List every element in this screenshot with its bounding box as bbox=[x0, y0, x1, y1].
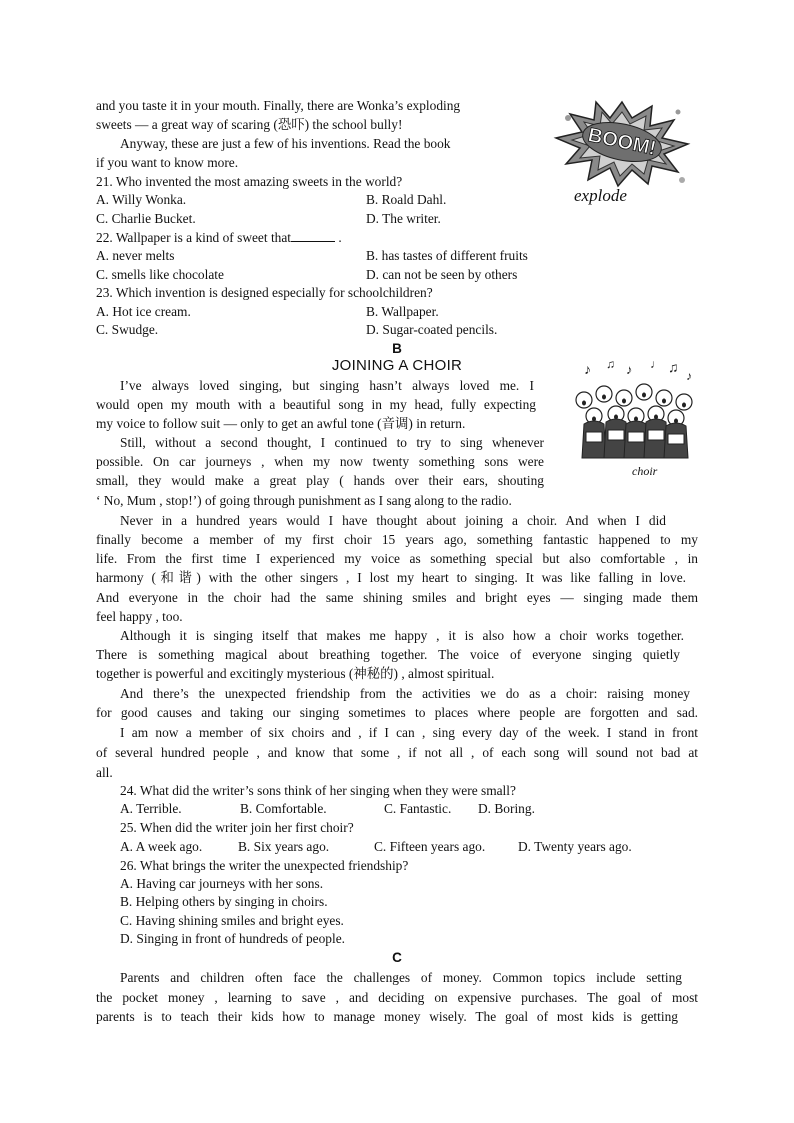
answer-option: D. Sugar-coated pencils. bbox=[366, 322, 498, 337]
answer-option: A. Willy Wonka. bbox=[96, 192, 187, 207]
answer-blank bbox=[291, 229, 335, 242]
passage-line: all. bbox=[96, 765, 113, 780]
answer-option: B. Roald Dahl. bbox=[366, 192, 447, 207]
question-stem: 26. What brings the writer the unexpected friendship? bbox=[120, 858, 409, 873]
answer-option: C. Fifteen years ago. bbox=[374, 839, 486, 854]
passage-line: harmony (和谐) with the other singers , I lost my heart to singing. It was like falling in love. bbox=[96, 570, 686, 585]
answer-option: D. The writer. bbox=[366, 211, 441, 226]
answer-option: C. Charlie Bucket. bbox=[96, 211, 196, 226]
passage-line: ‘ No, Mum , stop!’) of going through punishment as I sang along to the radio. bbox=[96, 493, 512, 508]
answer-option: D. can not be seen by others bbox=[366, 267, 518, 282]
svg-text:♫: ♫ bbox=[606, 358, 615, 371]
answer-option: D. Singing in front of hundreds of people. bbox=[120, 931, 346, 946]
choir-icon bbox=[570, 358, 698, 462]
image-caption: choir bbox=[632, 464, 658, 478]
answer-option: B. has tastes of different fruits bbox=[366, 248, 528, 263]
boom-word: BOOM! bbox=[586, 124, 658, 160]
stem-end: . bbox=[338, 230, 342, 245]
passage-line: the pocket money , learning to save , and deciding on expensive purchases. The goal of most bbox=[96, 990, 698, 1005]
section-letter: B bbox=[392, 341, 402, 356]
answer-option: D. Boring. bbox=[478, 801, 535, 816]
passage-line: for good causes and taking our singing sometimes to places where people are forgotten and sad. bbox=[96, 705, 698, 720]
answer-option: B. Helping others by singing in choirs. bbox=[120, 894, 328, 909]
passage-line: parents is to teach their kids how to manage money wisely. The goal of most kids is getting bbox=[96, 1009, 678, 1024]
passage-line: together is powerful and excitingly mysterious (神秘的) , almost spiritual. bbox=[96, 666, 495, 681]
answer-option: A. Having car journeys with her sons. bbox=[120, 876, 324, 891]
passage-line: I am now a member of six choirs and , if I can , sing every day of the week. I stand in front bbox=[120, 725, 698, 740]
svg-text:♪: ♪ bbox=[626, 362, 633, 377]
passage-line: possible. On car journeys , when my now twenty something sons were bbox=[96, 454, 544, 469]
passage-line: There is something magical about breathing together. The voice of everyone singing quietly bbox=[96, 647, 680, 662]
passage-line: sweets — a great way of scaring (恐吓) the school bully! bbox=[96, 117, 403, 132]
section-title: JOINING A CHOIR bbox=[331, 357, 463, 374]
passage-line: small, they would make a great play ( hands over their ears, shouting bbox=[96, 473, 544, 488]
question-stem: 23. Which invention is designed especially for schoolchildren? bbox=[96, 285, 433, 300]
answer-option: B. Six years ago. bbox=[238, 839, 330, 854]
question-stem: 25. When did the writer join her first choir? bbox=[120, 820, 354, 835]
answer-option: C. Swudge. bbox=[96, 322, 159, 337]
passage-line: would open my mouth with a beautiful song in my head, fully expecting bbox=[96, 397, 536, 412]
svg-text:♩: ♩ bbox=[650, 358, 662, 371]
choir-illustration bbox=[570, 358, 698, 480]
question-stem: 24. What did the writer’s sons think of her singing when they were small? bbox=[120, 783, 516, 798]
answer-option: A. never melts bbox=[96, 248, 175, 263]
answer-option: D. Twenty years ago. bbox=[518, 839, 632, 854]
passage-line: if you want to know more. bbox=[96, 155, 239, 170]
answer-option: A. Hot ice cream. bbox=[96, 304, 191, 319]
svg-text:♫: ♫ bbox=[668, 361, 679, 376]
answer-option: C. Having shining smiles and bright eyes. bbox=[120, 913, 344, 928]
image-caption: explode bbox=[574, 186, 627, 205]
passage-line: And everyone in the choir had the same shining smiles and bright eyes — singing made them bbox=[96, 590, 698, 605]
passage-line: Anyway, these are just a few of his inventions. Read the book bbox=[120, 136, 451, 151]
svg-text:♪: ♪ bbox=[686, 369, 692, 383]
answer-option: C. Fantastic. bbox=[384, 801, 452, 816]
svg-text:♪: ♪ bbox=[584, 363, 591, 378]
passage-line: my voice to follow suit — only to get an awful tone (音调) in return. bbox=[96, 416, 466, 431]
answer-option: B. Comfortable. bbox=[240, 801, 327, 816]
passage-line: Never in a hundred years would I have thought about joining a choir. And when I did bbox=[120, 513, 666, 528]
passage-line: Parents and children often face the challenges of money. Common topics include setting bbox=[120, 970, 682, 985]
passage-line: feel happy , too. bbox=[96, 609, 183, 624]
passage-line: of several hundred people , and know that some , if not all , of each song will sound not bad at bbox=[96, 745, 698, 760]
passage-line: and you taste it in your mouth. Finally, there are Wonka’s exploding bbox=[96, 98, 461, 113]
passage-line: Still, without a second thought, I continued to try to sing whenever bbox=[120, 435, 544, 450]
answer-option: C. smells like chocolate bbox=[96, 267, 224, 282]
question-stem: 21. Who invented the most amazing sweets in the world? bbox=[96, 174, 403, 189]
explode-illustration bbox=[552, 98, 692, 208]
section-letter: C bbox=[392, 950, 402, 965]
boom-icon bbox=[552, 98, 692, 188]
stem-text: 22. Wallpaper is a kind of sweet that bbox=[96, 230, 292, 245]
passage-line: life. From the first time I experienced my voice as something special but also comfortable , in bbox=[96, 551, 698, 566]
answer-option: A. Terrible. bbox=[120, 801, 182, 816]
answer-option: B. Wallpaper. bbox=[366, 304, 439, 319]
question-stem bbox=[96, 229, 342, 247]
passage-line: I’ve always loved singing, but singing hasn’t always loved me. I bbox=[120, 378, 534, 393]
passage-line: Although it is singing itself that makes me happy , it is also how a choir works together. bbox=[120, 628, 684, 643]
passage-line: And there’s the unexpected friendship from the activities we do as a choir: raising money bbox=[120, 686, 690, 701]
answer-option: A. A week ago. bbox=[120, 839, 203, 854]
passage-line: finally become a member of my first choir 15 years ago, something fantastic happened to my bbox=[96, 532, 698, 547]
